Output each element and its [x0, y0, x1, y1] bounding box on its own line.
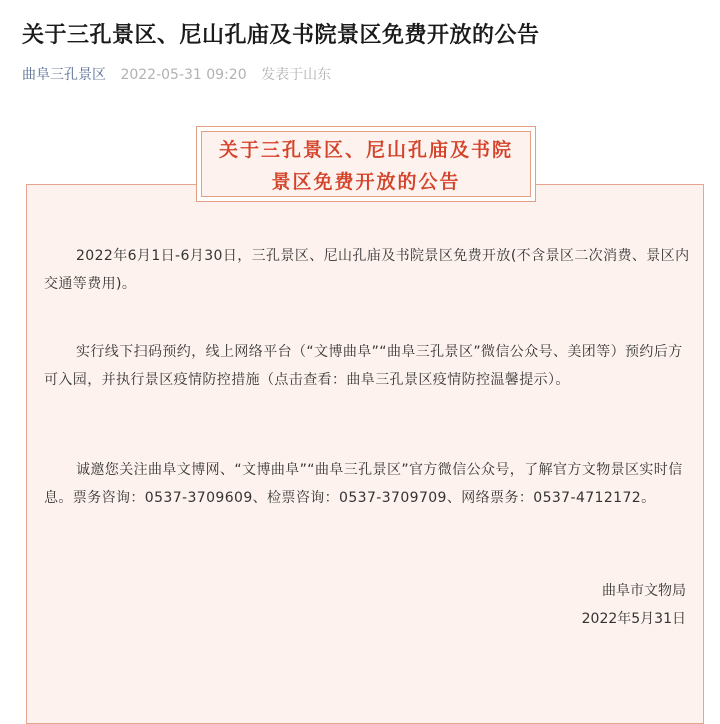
- signature-org: 曲阜市文物局: [602, 583, 686, 599]
- notice-banner: [196, 126, 536, 202]
- banner-title-line-1: 关于三孔景区、尼山孔庙及书院: [218, 139, 513, 161]
- paragraph-text: 实行线下扫码预约，线上网络平台（“文博曲阜”“曲阜三孔景区”微信公众号、美团等）预约后方可入园，并执行景区疫情防控措施（点击查看：曲阜三孔景区疫情防控温馨提示）。: [44, 344, 683, 388]
- article-meta: [22, 64, 331, 84]
- notice-paragraph-1: [44, 242, 692, 298]
- notice-paragraph-3: [44, 456, 692, 512]
- notice-paragraph-2: [44, 338, 692, 394]
- publish-location: 发表于山东: [261, 67, 332, 83]
- author-link[interactable]: 曲阜三孔景区: [22, 67, 106, 83]
- notice-banner-inner: [201, 131, 531, 197]
- banner-title-line-2: 景区免费开放的公告: [271, 171, 461, 193]
- article-title: 关于三孔景区、尼山孔庙及书院景区免费开放的公告: [22, 23, 540, 48]
- signature-date: 2022年5月31日: [581, 611, 686, 627]
- publish-time: 2022-05-31 09:20: [120, 67, 247, 83]
- paragraph-text: 2022年6月1日-6月30日，三孔景区、尼山孔庙及书院景区免费开放(不含景区二次消费、景区内交通等费用)。: [44, 248, 690, 292]
- paragraph-text: 诚邀您关注曲阜文博网、“文博曲阜”“曲阜三孔景区”官方微信公众号，了解官方文物景区实时信息。票务咨询：0537-3709609、检票咨询：0537-3709709、网络票务：0537-4712172。: [44, 462, 683, 506]
